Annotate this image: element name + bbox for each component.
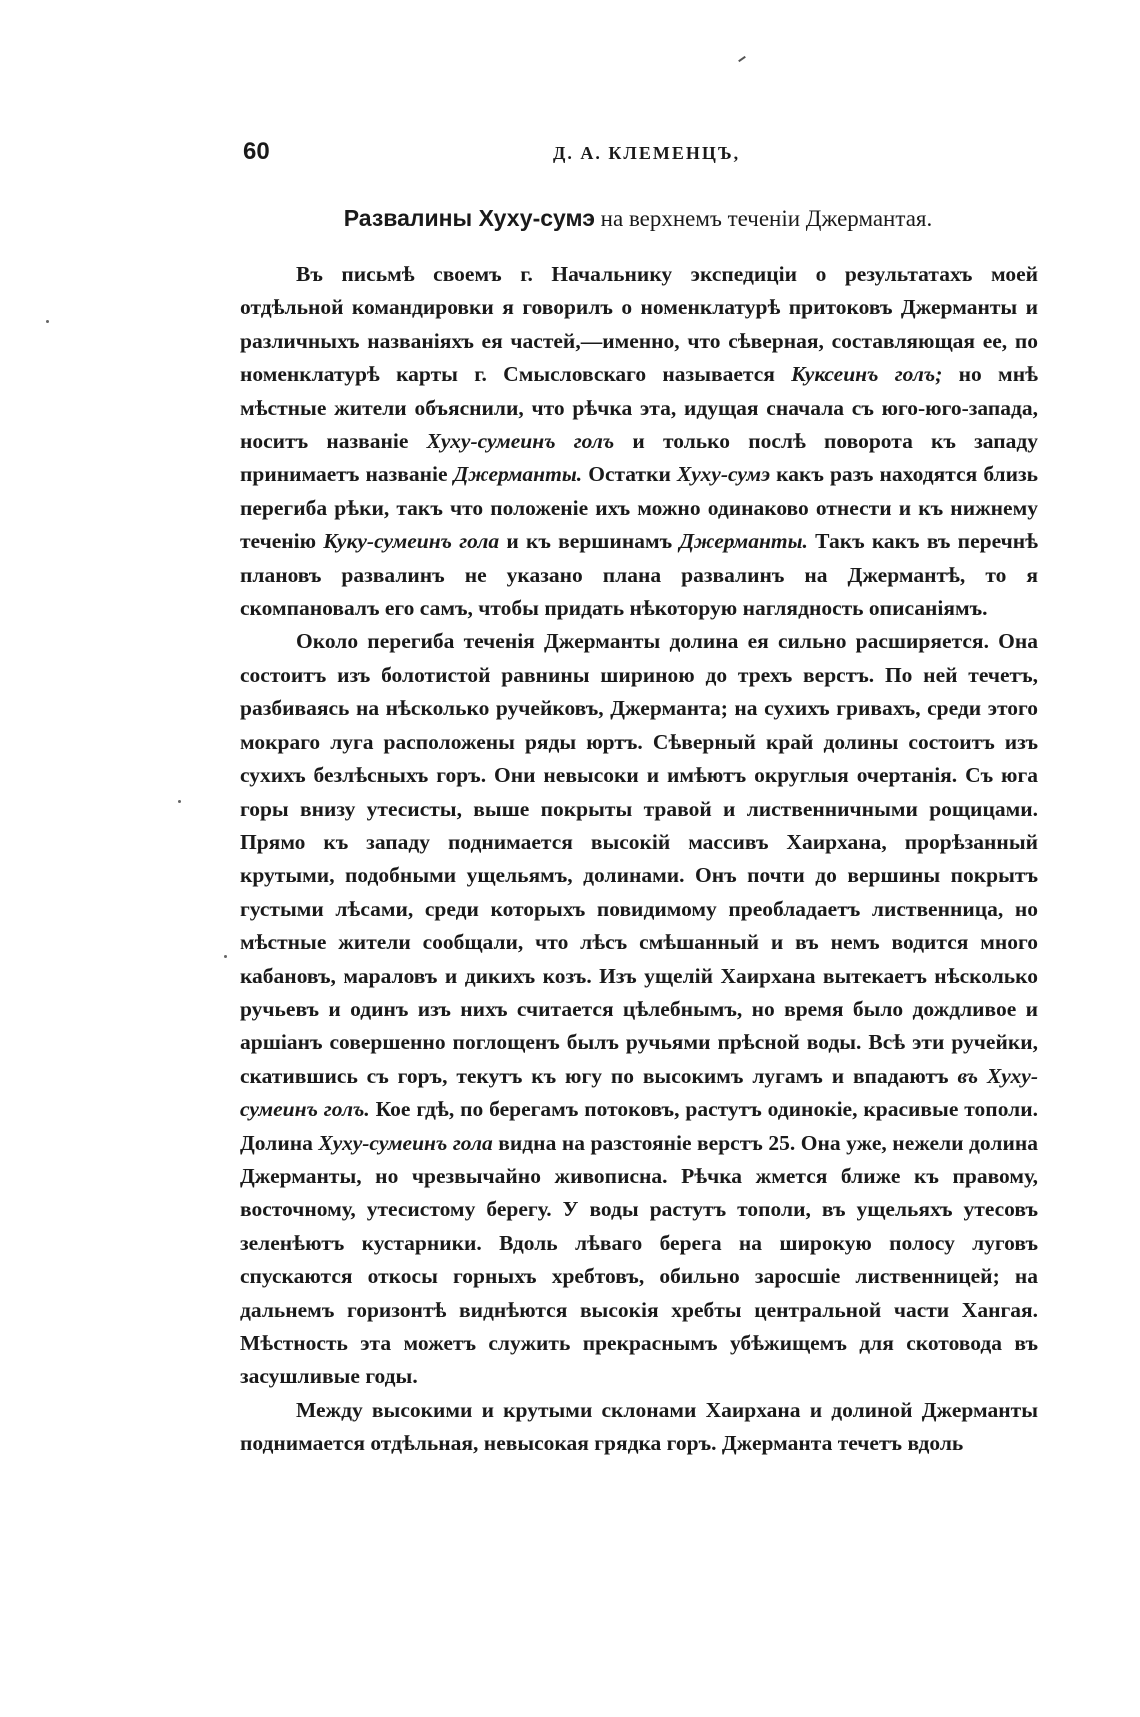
text-run: Остатки xyxy=(582,462,677,487)
italic-term: Хуху-сумеинъ голъ xyxy=(426,429,615,454)
scan-mark xyxy=(738,56,746,62)
scan-speck xyxy=(224,955,227,958)
body-text xyxy=(240,258,1038,1461)
page-number: 60 xyxy=(243,138,270,165)
text-run: Въ письмѣ своемъ г. Начальнику экспедиціи о результатахъ моей отдѣльной командировки я говорилъ о номенклатурѣ притоковъ Джерманты и различныхъ названіяхъ ея частей,—именно, что сѣверная, составляющая ее, по номенклатурѣ карты г. Смысловскаго называется xyxy=(240,262,1038,387)
text-run: и только послѣ поворота къ западу принимаетъ названіе xyxy=(240,429,1038,487)
running-head: Д. А. КЛЕМЕНЦЪ, xyxy=(553,143,741,163)
text-run: Около перегиба теченія Джерманты долина ея сильно расширяется. Она состоитъ изъ болотистой равнины шириною до трехъ верстъ. По ней течетъ, разбиваясь на нѣсколько ручейковъ, Джерманта; на сухихъ гривахъ, среди этого мокраго луга расположены ряды юртъ. Сѣверный край долины состоитъ изъ сухихъ безлѣсныхъ горъ. Они невысоки и имѣютъ округлыя очертанія. Съ юга горы внизу утесисты, выше покрыты травой и лиственничными рощицами. Прямо къ западу поднимается высокій массивъ Хаирхана, прорѣзанный крутыми, подобными ущельямъ, долинами. Онъ почти до вершины покрытъ густыми лѣсами, среди которыхъ повидимому преобладаетъ лиственница, но мѣстные жители сообщали, что лѣсъ смѣшанный и въ немъ водится много кабановъ, мараловъ и дикихъ козъ. Изъ ущелій Хаирхана вытекаетъ нѣсколько ручьевъ и одинъ изъ нихъ считается цѣлебнымъ, но время было дождливое и аршіанъ совершенно поглощенъ былъ ручьями прѣсной воды. Всѣ эти ручейки, скатившись съ горъ, текутъ къ югу по высокимъ лугамъ и впадаютъ xyxy=(240,629,1038,1088)
italic-term: Хуху-сумэ xyxy=(676,462,771,487)
paragraph xyxy=(240,258,1038,625)
text-run: какъ разъ находятся близь перегиба рѣки, такъ что положеніе ихъ можно одинаково отнести и къ нижнему теченію xyxy=(240,462,1039,554)
text-run: видна на разстояніе верстъ 25. Она уже, нежели долина Джерманты, но чрезвычайно живописна. Рѣчка жмется ближе къ правому, восточному, утесистому берегу. У воды растутъ тополи, въ ущельяхъ утесовъ зеленѣютъ кустарники. Вдоль лѣваго берега на широкую полосу луговъ спускаются откосы горныхъ хребтовъ, обильно заросшіе лиственницей; на дальнемъ горизонтѣ виднѣются высокія хребты центральной части Хангая. Мѣстность эта можетъ служить прекраснымъ убѣжищемъ для скотовода въ засушливые годы. xyxy=(240,1130,1038,1389)
section-title-rest: на верхнемъ теченіи Джермантая. xyxy=(594,206,933,231)
italic-term: Джерманты. xyxy=(453,462,583,487)
paragraph xyxy=(240,625,1038,1393)
italic-term: Джерманты. xyxy=(679,529,808,554)
section-title-bold: Развалины Хуху-сумэ xyxy=(343,205,595,231)
text-run: и къ вершинамъ xyxy=(499,529,680,554)
scan-speck xyxy=(46,320,49,323)
italic-term: въ Хуху-сумеинъ голъ. xyxy=(240,1063,1039,1122)
scan-speck xyxy=(178,800,181,803)
italic-term: Куку-сумеинъ гола xyxy=(323,529,500,554)
section-title xyxy=(243,205,1033,232)
italic-term: Хуху-сумеинъ гола xyxy=(318,1130,493,1155)
page-header xyxy=(243,138,1033,174)
text-run: Такъ какъ въ перечнѣ плановъ развалинъ не указано плана развалинъ на Джермантѣ, то я скомпановалъ его самъ, чтобы придать нѣкоторую наглядность описаніямъ. xyxy=(240,529,1038,621)
italic-term: Куксеинъ голъ; xyxy=(791,362,943,387)
paragraph xyxy=(240,1394,1038,1461)
text-run: но мнѣ мѣстные жители объяснили, что рѣчка эта, идущая сначала съ юго-юго-запада, носитъ названіе xyxy=(240,362,1038,454)
text-run: Кое гдѣ, по берегамъ потоковъ, растутъ одинокіе, красивые тополи. Долина xyxy=(240,1097,1038,1155)
text-run: Между высокими и крутыми склонами Хаирхана и долиной Джерманты поднимается отдѣльная, невысокая грядка горъ. Джерманта течетъ вдоль xyxy=(240,1397,1038,1456)
